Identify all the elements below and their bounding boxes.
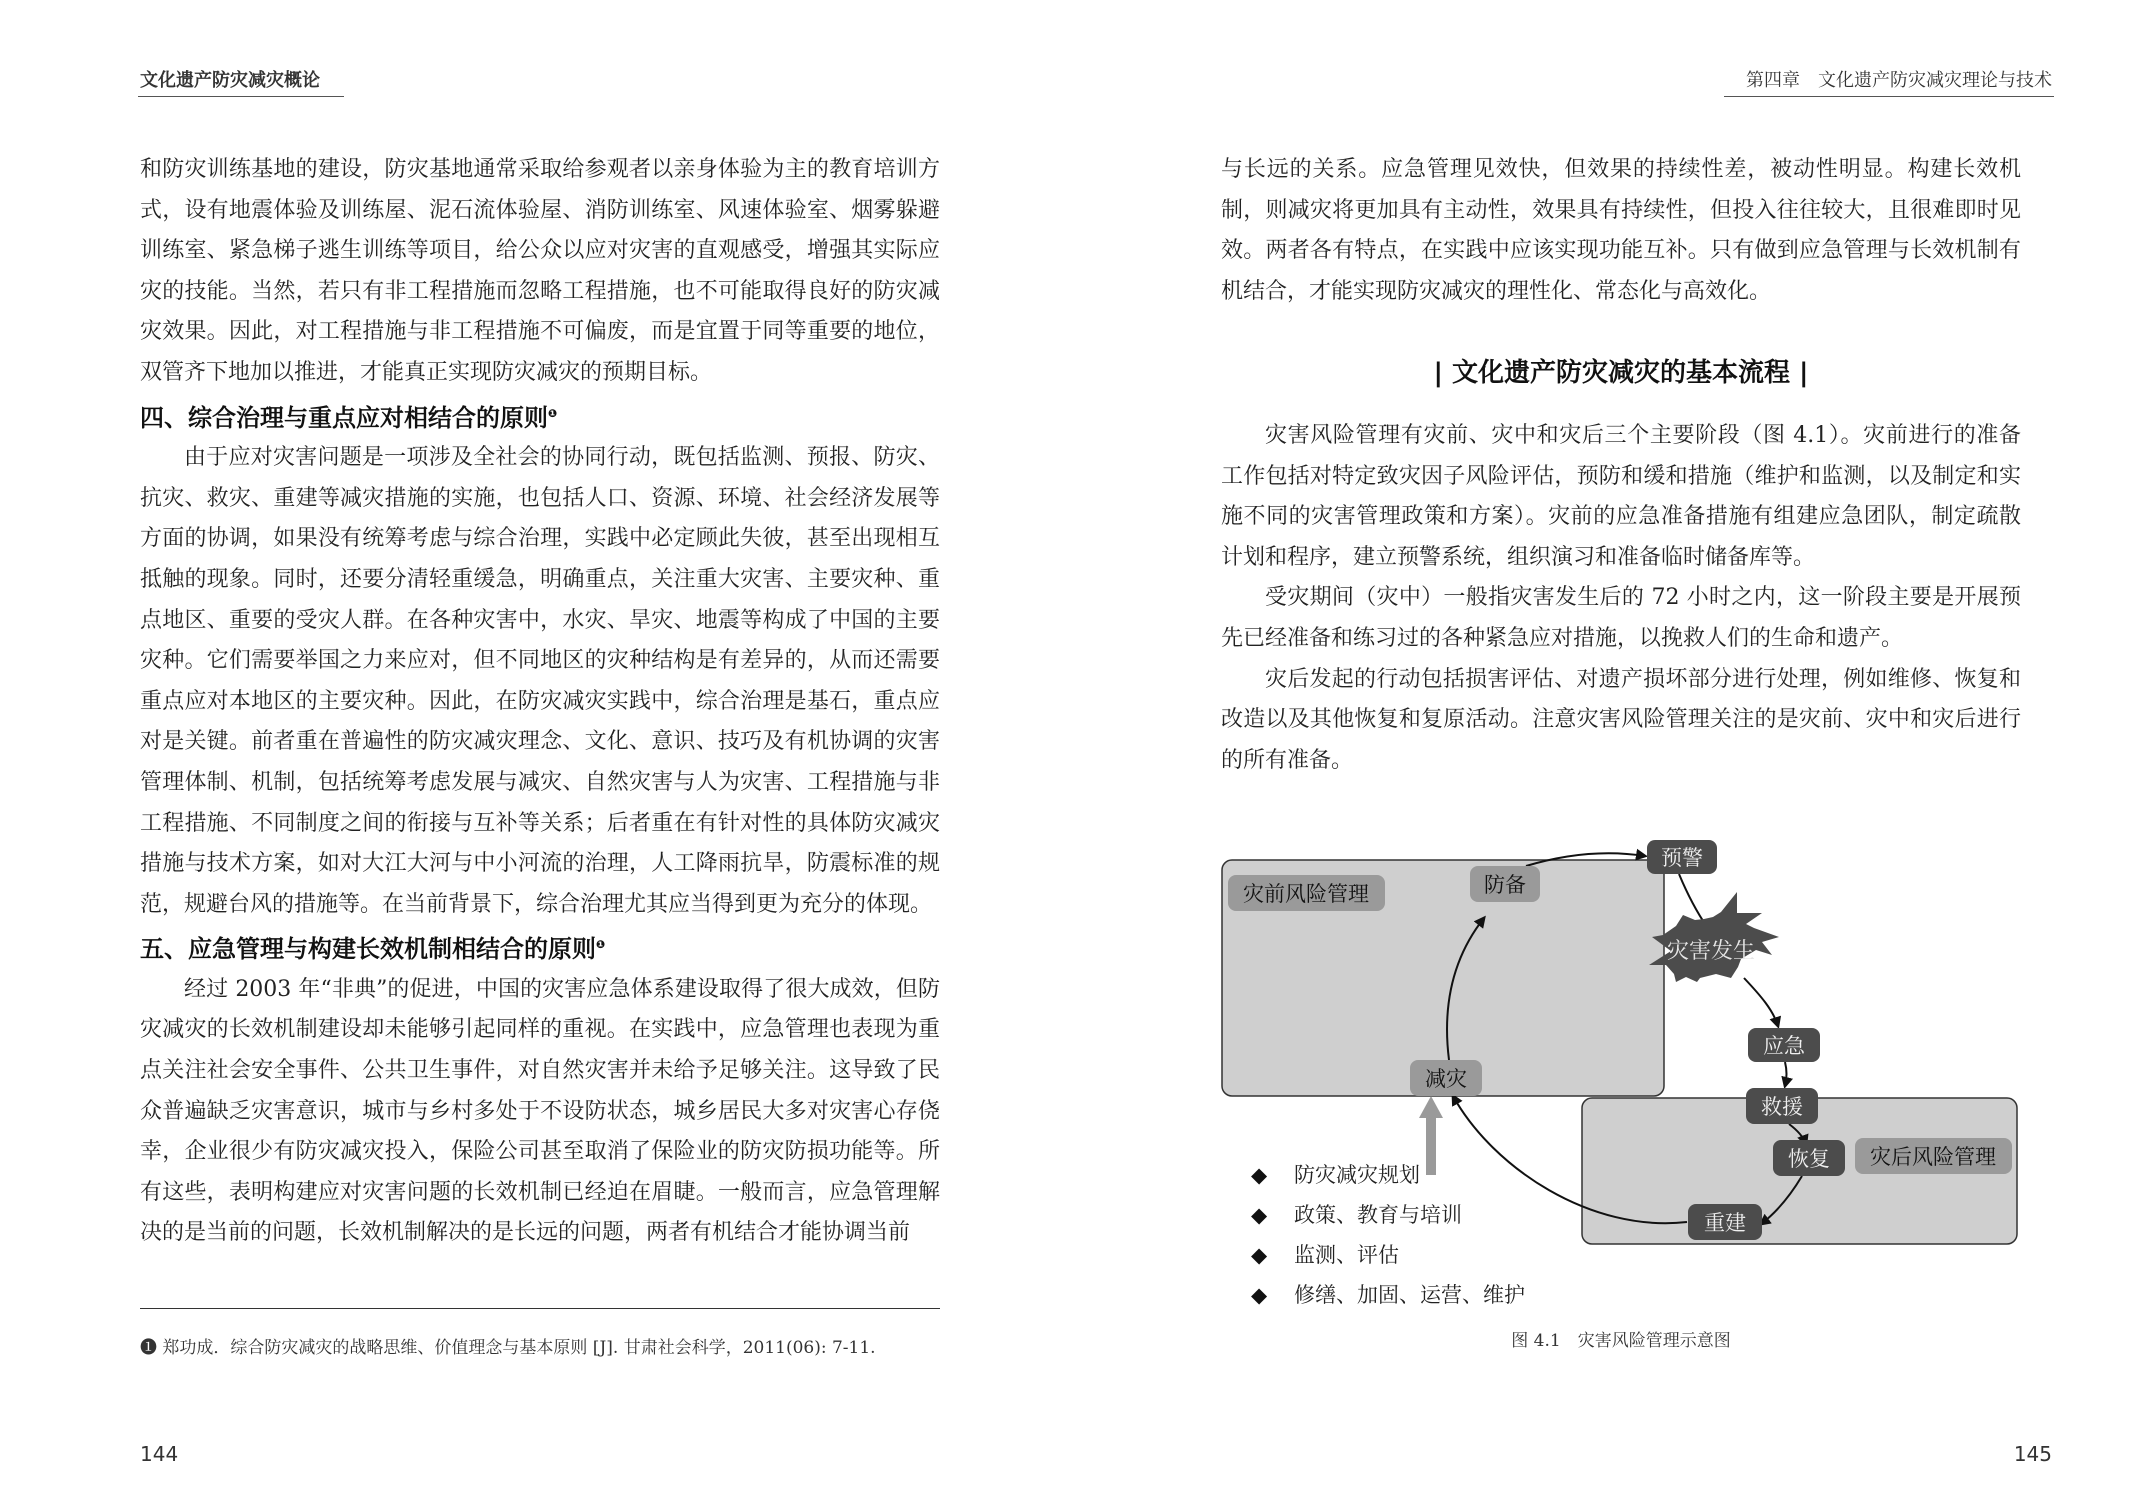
bullet-item: 防灾减灾规划 — [1294, 1163, 1420, 1187]
paragraph-after: 灾后发起的行动包括损害评估、对遗产损坏部分进行处理，例如维修、恢复和改造以及其他恢复和复原活动。注意灾害风险管理关注的是灾前、灾中和灾后进行的所有准备。 — [1221, 666, 2021, 773]
paragraph-stages: 灾害风险管理有灾前、灾中和灾后三个主要阶段（图 4.1）。灾前进行的准备工作包括对特定致灾因子风险评估，预防和缓和措施（维护和监测，以及制定和实施不同的灾害管理政策和方案）。灾前的应急准备措施有组建应急团队，制定疏散计划和程序，建立预警系统，组织演习和准备临时储备库等。 — [1221, 423, 2021, 570]
bullet-symbol: ◆ — [1251, 1203, 1268, 1227]
section-5-paragraph: 经过 2003 年“非典”的促进，中国的灾害应急体系建设取得了很大成效，但防灾减灾的长效机制建设却未能够引起同样的重视。在实践中，应急管理也表现为重点关注社会安全事件、公共卫生事件，对自然灾害并未给予足够关注。这导致了民众普遍缺乏灾害意识，城市与乡村多处于不设防状态，城乡居民大多对灾害心存侥幸，企业很少有防灾减灾投入，保险公司甚至取消了保险业的防灾防损功能等。所有这些，表明构建应对灾害问题的长效机制已经迫在眉睫。一般而言，应急管理解决的是当前的问题，长效机制解决的是长远的问题，两者有机结合才能协调当前 — [140, 976, 940, 1246]
section-4-heading — [140, 394, 940, 439]
bullet-symbol: ◆ — [1251, 1283, 1268, 1307]
arrow-response-to-rescue — [1785, 1062, 1787, 1086]
right-continued-text — [1221, 150, 2021, 312]
node-rescue-label: 救援 — [1761, 1095, 1803, 1119]
bullet-symbol: ◆ — [1251, 1243, 1268, 1267]
intro-paragraph: 和防灾训练基地的建设，防灾基地通常采取给参观者以亲身体验为主的教育培训方式，设有地震体验及训练屋、泥石流体验屋、消防训练室、风速体验室、烟雾躲避训练室、紧急梯子逃生训练等项目，给公众以应对灾害的直观感受，增强其实际应灾的技能。当然，若只有非工程措施而忽略工程措施，也不可能取得良好的防灾减灾效果。因此，对工程措施与非工程措施不可偏废，而是宜置于同等重要的地位，双管齐下地加以推进，才能真正实现防灾减灾的预期目标。 — [140, 157, 940, 385]
node-reconstruction-label: 重建 — [1704, 1211, 1746, 1235]
bullet-item: 修缮、加固、运营、维护 — [1294, 1283, 1525, 1307]
disaster-starburst — [1649, 892, 1779, 982]
footnote: ❶ 郑功成．综合防灾减灾的战略思维、价值理念与基本原则 [J]. 甘肃社会科学，2011(06): 7-11. — [140, 1338, 876, 1358]
node-response-label: 应急 — [1763, 1034, 1805, 1058]
post-disaster-label: 灾后风险管理 — [1870, 1145, 1996, 1169]
input-arrow-head — [1419, 1096, 1443, 1118]
input-arrow-shaft — [1426, 1115, 1436, 1175]
node-recovery-label: 恢复 — [1788, 1147, 1830, 1171]
node-mitigation-label: 减灾 — [1425, 1067, 1467, 1091]
figure-caption: 图 4.1 灾害风险管理示意图 — [1511, 1331, 1731, 1351]
page-number-left: 144 — [140, 1442, 179, 1466]
footnote-marker: ❶ — [596, 938, 606, 952]
right-body-text — [1221, 416, 2021, 781]
paragraph-during: 受灾期间（灾中）一般指灾害发生后的 72 小时之内，这一阶段主要是开展预先已经准备和练习过的各种紧急应对措施，以挽救人们的生命和遗产。 — [1221, 585, 2021, 651]
disaster-risk-management-diagram — [1221, 838, 2031, 1318]
running-head-right: 第四章 文化遗产防灾减灾理论与技术 — [1746, 70, 2052, 91]
section-4-heading-text: 四、综合治理与重点应对相结合的原则 — [140, 403, 548, 432]
head-rule-right — [1724, 96, 2054, 97]
section-title: | 文化遗产防灾减灾的基本流程 | — [1433, 358, 1809, 388]
pre-disaster-label: 灾前风险管理 — [1243, 882, 1369, 906]
footnote-marker: ❶ — [548, 406, 558, 420]
arrow-disaster-to-response — [1744, 978, 1778, 1026]
continued-paragraph: 与长远的关系。应急管理见效快，但效果的持续性差，被动性明显。构建长效机制，则减灾将更加具有主动性，效果具有持续性，但投入往往较大，且很难即时见效。两者各有特点，在实践中应该实现功能互补。只有做到应急管理与长效机制有机结合，才能实现防灾减灾的理性化、常态化与高效化。 — [1221, 157, 2021, 304]
right-page — [1071, 0, 2142, 1512]
page-number-right: 145 — [2013, 1442, 2052, 1466]
running-head-left: 文化遗产防灾减灾概论 — [140, 70, 320, 91]
section-5-heading-text: 五、应急管理与构建长效机制相结合的原则 — [140, 935, 596, 964]
head-rule-left — [138, 96, 344, 97]
node-preparedness-label: 防备 — [1484, 873, 1526, 897]
section-4-paragraph: 由于应对灾害问题是一项涉及全社会的协同行动，既包括监测、预报、防灾、抗灾、救灾、重建等减灾措施的实施，也包括人口、资源、环境、社会经济发展等方面的协调，如果没有统筹考虑与综合治理，实践中必定顾此失彼，甚至出现相互抵触的现象。同时，还要分清轻重缓急，明确重点，关注重大灾害、主要灾种、重点地区、重要的受灾人群。在各种灾害中，水灾、旱灾、地震等构成了中国的主要灾种。它们需要举国之力来应对，但不同地区的灾种结构是有差异的，从而还需要重点应对本地区的主要灾种。因此，在防灾减灾实践中，综合治理是基石，重点应对是关键。前者重在普遍性的防灾减灾理念、文化、意识、技巧及有机协调的灾害管理体制、机制，包括统筹考虑发展与减灾、自然灾害与人为灾害、工程措施与非工程措施、不同制度之间的衔接与互补等关系；后者重在有针对性的具体防灾减灾措施与技术方案，如对大江大河与中小河流的治理，人工降雨抗旱，防震标准的规范，规避台风的措施等。在当前背景下，综合治理尤其应当得到更为充分的体现。 — [140, 445, 940, 917]
footnote-rule — [140, 1308, 940, 1309]
bullet-item: 监测、评估 — [1294, 1243, 1399, 1267]
disaster-label: 灾害发生 — [1666, 939, 1756, 964]
left-body-text — [140, 150, 940, 1254]
section-5-heading — [140, 925, 940, 970]
bullet-item: 政策、教育与培训 — [1294, 1203, 1462, 1227]
node-warning-label: 预警 — [1661, 846, 1703, 870]
bullet-symbol: ◆ — [1251, 1163, 1268, 1187]
